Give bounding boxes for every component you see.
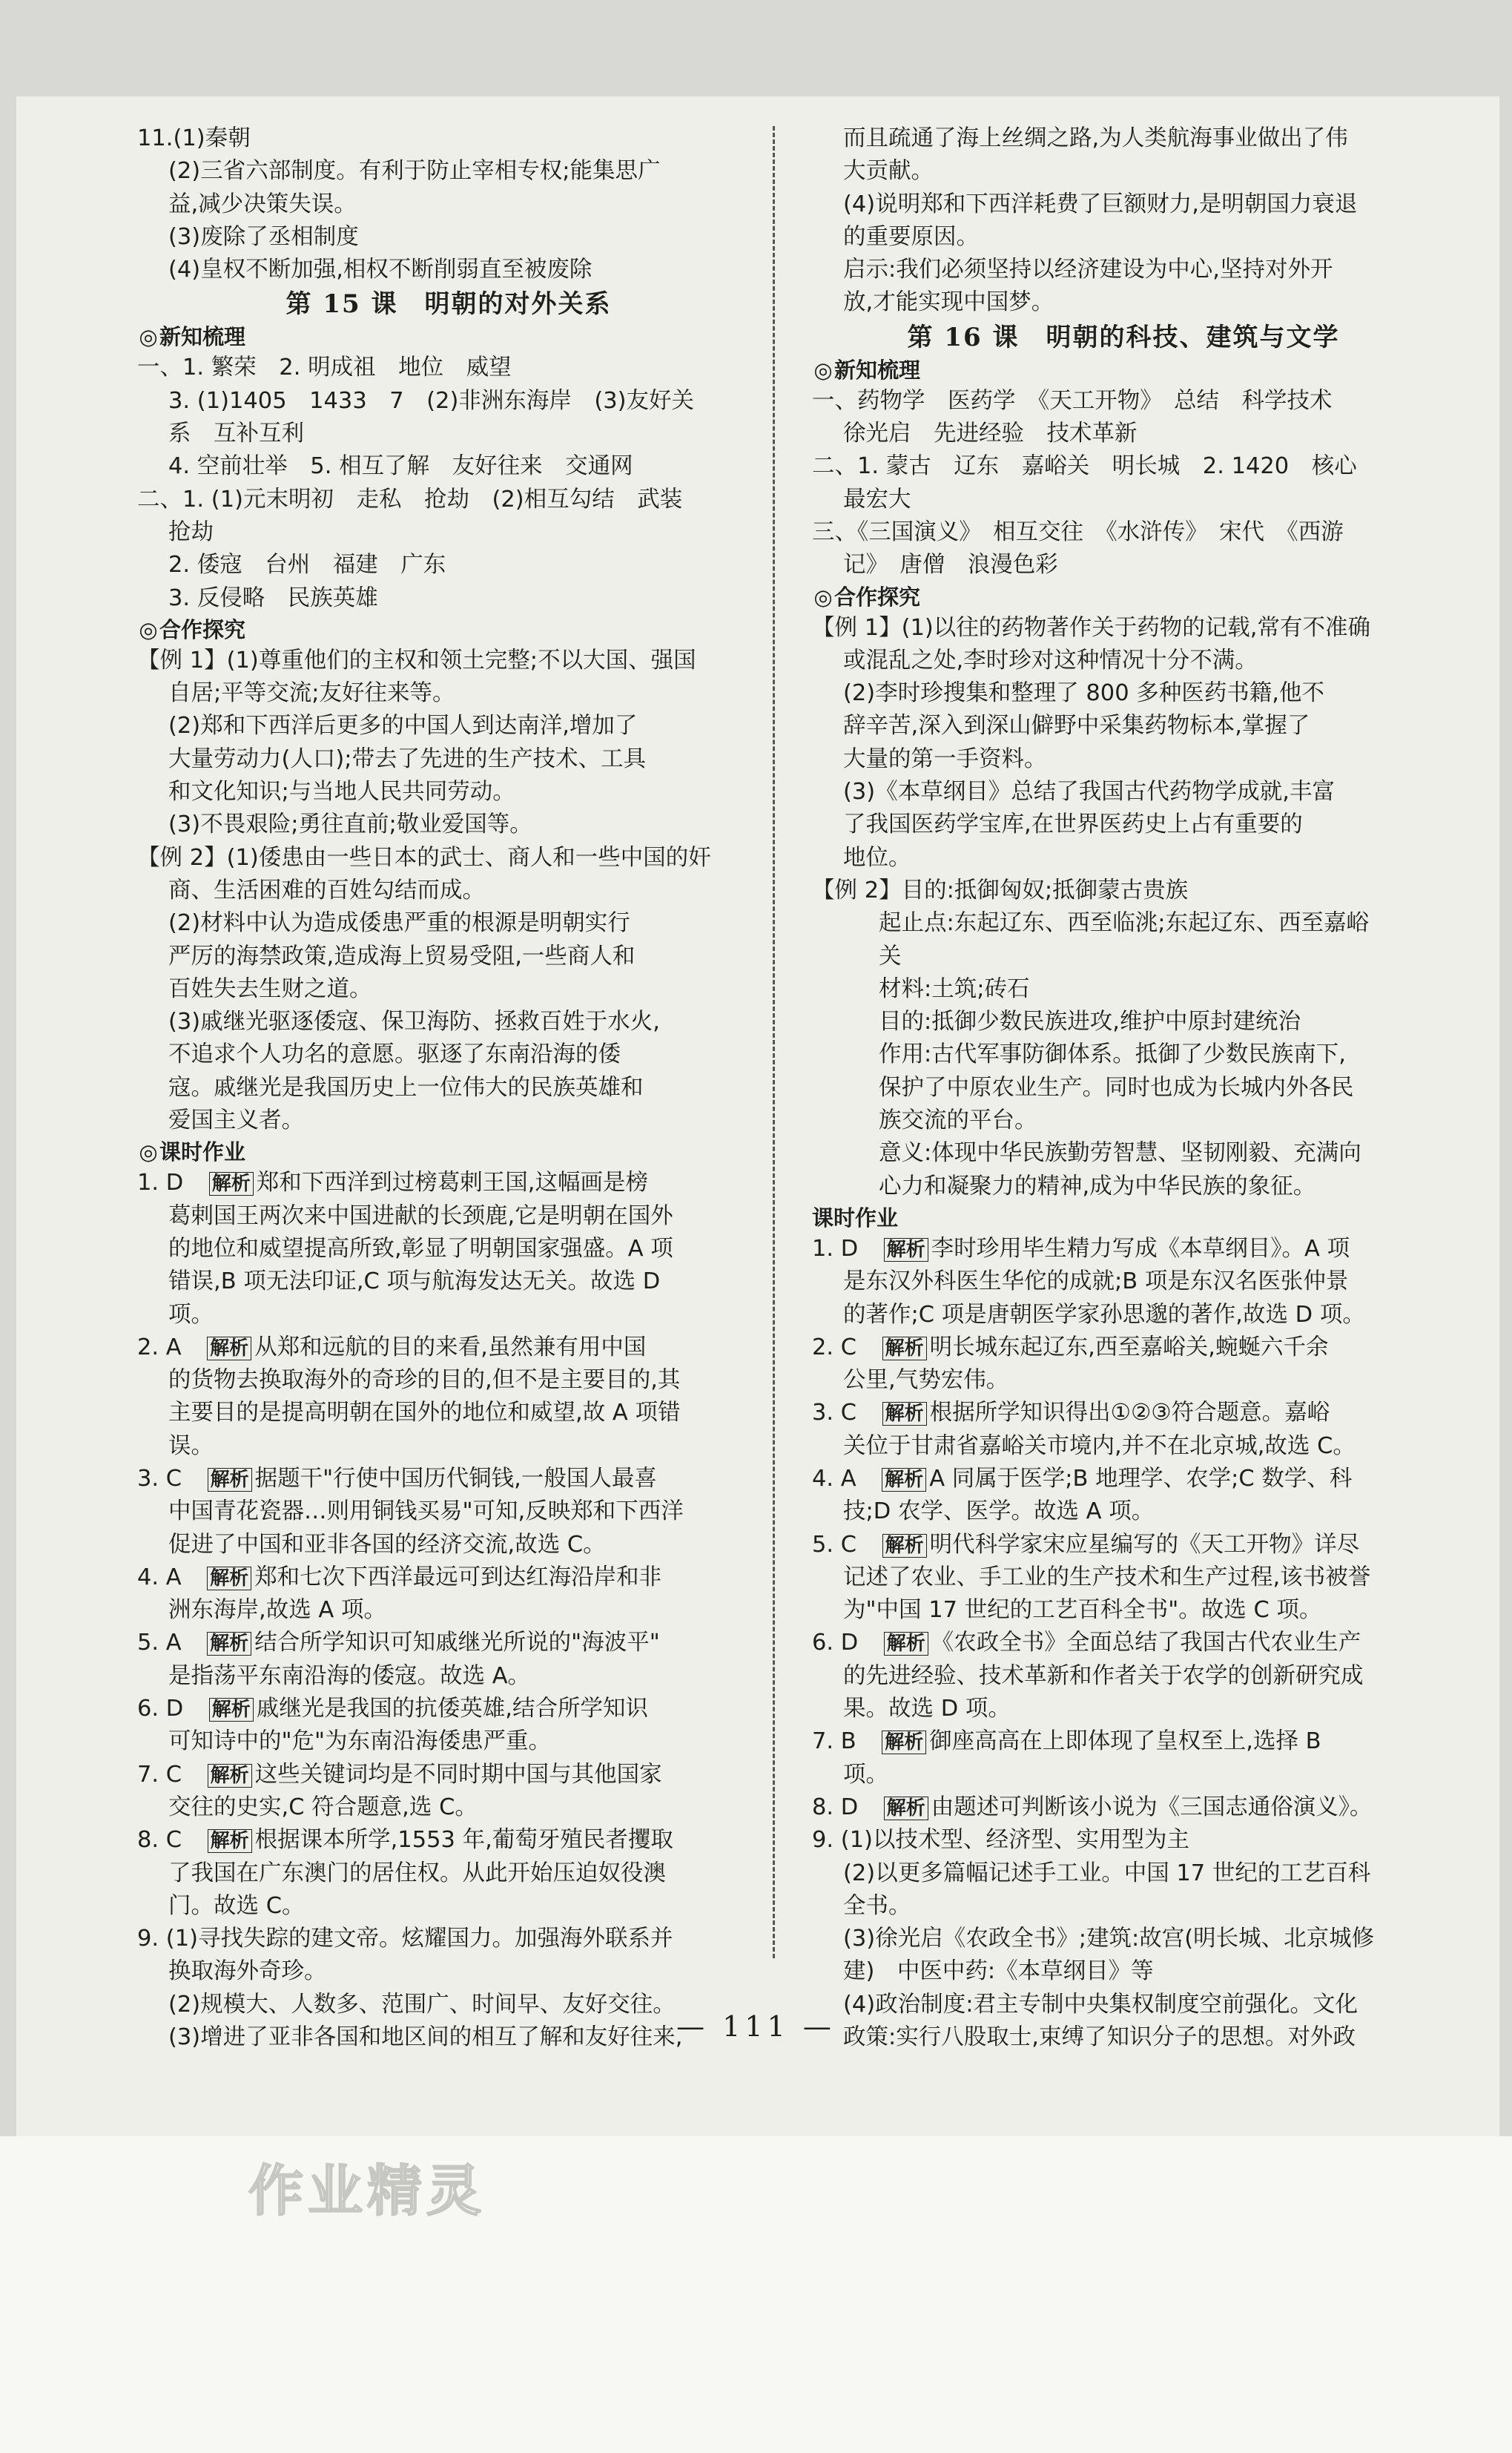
section-mark-icon: ◎ — [813, 357, 833, 383]
text-line: (3)《本草纲目》总结了我国古代药物学成就,丰富 — [843, 779, 1335, 806]
analysis-tag: 解析 — [882, 1402, 927, 1426]
text-line: 【例 2】目的:抵御匈奴;抵御蒙古贵族 — [812, 877, 1189, 903]
text-line: 而且疏通了海上丝绸之路,为人类航海事业做出了伟 — [843, 125, 1348, 151]
section-heading-label: 合作探究 — [834, 584, 921, 610]
text-line: 的著作;C 项是唐朝医学家孙思邈的著作,故选 D 项。 — [843, 1301, 1365, 1328]
analysis-tag: 解析 — [882, 1534, 927, 1558]
text-line: 大量的第一手资料。 — [843, 745, 1047, 772]
text-line: 不追求个人功名的意愿。驱逐了东南沿海的倭 — [168, 1041, 621, 1068]
text-line: 严厉的海禁政策,造成海上贸易受阻,一些商人和 — [168, 943, 635, 969]
text-line: (4)说明郑和下西洋耗费了巨额财力,是明朝国力衰退 — [843, 191, 1358, 217]
text-line: 门。故选 C。 — [168, 1892, 305, 1919]
text-line: (2)规模大、人数多、范围广、时间早、友好交往。 — [168, 1991, 676, 2018]
text-line: 徐光启 先进经验 技术革新 — [843, 421, 1138, 447]
text-line: 5. C 解析 明代科学家宋应星编写的《天工开物》详尽 — [812, 1531, 1360, 1558]
text-line: 自居;平等交流;友好往来等。 — [168, 680, 455, 707]
text-line: 起止点:东起辽东、西至临洮;东起辽东、西至嘉峪 — [879, 910, 1370, 937]
text-line: 辞辛苦,深入到深山僻野中采集药物标本,掌握了 — [843, 713, 1310, 740]
text-line: (2)以更多篇幅记述手工业。中国 17 世纪的工艺百科 — [843, 1860, 1371, 1886]
section-heading-label: 课时作业 — [812, 1205, 899, 1231]
analysis-tag: 解析 — [209, 1172, 254, 1196]
text-line: 9. (1)寻找失踪的建文帝。炫耀国力。加强海外联系并 — [137, 1926, 673, 1952]
text-line: 心力和凝聚力的精神,成为中华民族的象征。 — [879, 1173, 1316, 1199]
text-line: 7. B 解析 御座高高在上即体现了皇权至上,选择 B — [812, 1728, 1321, 1755]
section-heading-label: 新知梳理 — [834, 357, 921, 383]
analysis-tag: 解析 — [207, 1567, 251, 1590]
text-line: 一、药物学 医药学 《天工开物》 总结 科学技术 — [812, 387, 1333, 414]
lesson-heading: 第 16 课 明朝的科技、建筑与文学 — [907, 322, 1340, 352]
text-line: (3)徐光启《农政全书》;建筑:故宫(明长城、北京城修 — [843, 1926, 1375, 1952]
text-line: 6. D 解析 戚继光是我国的抗倭英雄,结合所学知识 — [137, 1696, 648, 1722]
analysis-tag: 解析 — [207, 1632, 251, 1656]
analysis-tag: 解析 — [208, 1468, 252, 1492]
watermark: 作业精灵 — [248, 2159, 486, 2223]
analysis-tag: 解析 — [882, 1468, 926, 1492]
text-line: 了我国医药学宝库,在世界医药史上占有重要的 — [843, 811, 1303, 838]
text-line: 葛剌国王两次来中国进献的长颈鹿,它是明朝在国外 — [168, 1202, 673, 1229]
section-mark-icon: ◎ — [139, 324, 158, 350]
text-line: 大贡献。 — [843, 158, 934, 185]
text-line: 可知诗中的"危"为东南沿海倭患严重。 — [168, 1728, 552, 1755]
text-line: 族交流的平台。 — [879, 1107, 1037, 1134]
text-line: 目的:抵御少数民族进攻,维护中原封建统治 — [879, 1009, 1301, 1035]
text-line: 二、1. (1)元末明初 走私 抢劫 (2)相互勾结 武装 — [137, 486, 683, 513]
text-line: 或混乱之处,李时珍对这种情况十分不满。 — [843, 647, 1258, 674]
text-line: 5. A 解析 结合所学知识可知戚继光所说的"海波平" — [137, 1630, 660, 1656]
text-line: (3)废除了丞相制度 — [168, 223, 359, 250]
left-column — [137, 122, 760, 2054]
text-line: 和文化知识;与当地人民共同劳动。 — [168, 779, 515, 806]
text-line: 启示:我们必须坚持以经济建设为中心,坚持对外开 — [843, 257, 1333, 283]
text-line: 4. A 解析 A 同属于医学;B 地理学、农学;C 数学、科 — [812, 1465, 1353, 1492]
text-line: (3)增进了亚非各国和地区间的相互了解和友好往来, — [168, 2024, 683, 2051]
text-line: 商、生活困难的百姓勾结而成。 — [168, 877, 485, 903]
analysis-tag: 解析 — [207, 1337, 251, 1360]
column-divider — [773, 126, 775, 1958]
text-line: 大量劳动力(人口);带去了先进的生产技术、工具 — [168, 745, 647, 772]
text-line: 作用:古代军事防御体系。抵御了少数民族南下, — [879, 1041, 1346, 1068]
text-line: 【例 1】(1)以往的药物著作关于药物的记载,常有不准确 — [812, 614, 1370, 641]
text-line: 百姓失去生财之道。 — [168, 975, 372, 1002]
section-mark-icon: ◎ — [139, 616, 158, 642]
text-line: 地位。 — [843, 844, 911, 871]
text-line: 6. D 解析 《农政全书》全面总结了我国古代农业生产 — [812, 1630, 1361, 1656]
text-line: 中国青花瓷器…则用铜钱买易"可知,反映郑和下西洋 — [168, 1498, 684, 1525]
text-line: 了我国在广东澳门的居住权。从此开始压迫奴役澳 — [168, 1860, 666, 1886]
text-line: 放,才能实现中国梦。 — [843, 289, 1054, 316]
text-line: 保护了中原农业生产。同时也成为长城内外各民 — [879, 1074, 1354, 1101]
text-line: 4. 空前壮举 5. 相互了解 友好往来 交通网 — [168, 453, 633, 480]
text-line: 项。 — [843, 1761, 888, 1788]
section-heading — [137, 615, 760, 645]
text-line: (3)不畏艰险;勇往直前;敬业爱国等。 — [168, 811, 532, 838]
text-line: (2)三省六部制度。有利于防止宰相专权;能集思广 — [168, 158, 661, 185]
text-line: 的先进经验、技术革新和作者关于农学的创新研究成 — [843, 1662, 1364, 1689]
text-line: 全书。 — [843, 1892, 911, 1919]
text-line: 技;D 农学、医学。故选 A 项。 — [843, 1498, 1155, 1525]
text-line: 政策:实行八股取士,束缚了知识分子的思想。对外政 — [843, 2024, 1356, 2051]
text-line: 抢劫 — [168, 518, 214, 545]
text-line: 3. C 解析 根据所学知识得出①②③符合题意。嘉峪 — [812, 1400, 1330, 1426]
text-line: (3)戚继光驱逐倭寇、保卫海防、拯救百姓于水火, — [168, 1009, 660, 1035]
text-line: 4. A 解析 郑和七次下西洋最远可到达红海沿岸和非 — [137, 1564, 662, 1590]
text-line: (4)政治制度:君主专制中央集权制度空前强化。文化 — [843, 1991, 1358, 2018]
text-line: 2. A 解析 从郑和远航的目的来看,虽然兼有用中国 — [137, 1334, 647, 1360]
section-heading — [137, 322, 760, 352]
analysis-tag: 解析 — [882, 1731, 926, 1754]
text-line: 的货物去换取海外的奇珍的目的,但不是主要目的,其 — [168, 1367, 681, 1394]
text-line: 误。 — [168, 1432, 214, 1459]
page-number: — 111 — — [676, 2010, 836, 2043]
text-line: 8. D 解析 由题述可判断该小说为《三国志通俗演义》。 — [812, 1794, 1373, 1820]
text-line: 最宏大 — [843, 486, 911, 513]
section-heading — [137, 1137, 760, 1167]
section-heading — [812, 355, 1435, 385]
text-line: 果。故选 D 项。 — [843, 1696, 1011, 1722]
text-line: 的重要原因。 — [843, 223, 979, 250]
text-line: 记述了农业、手工业的生产技术和生产过程,该书被誉 — [843, 1564, 1371, 1590]
text-line: 7. C 解析 这些关键词均是不同时期中国与其他国家 — [137, 1761, 662, 1788]
section-heading-label: 新知梳理 — [159, 324, 246, 350]
text-line: 是东汉外科医生华佗的成就;B 项是东汉名医张仲景 — [843, 1268, 1349, 1295]
text-line: (2)郑和下西洋后更多的中国人到达南洋,增加了 — [168, 713, 638, 740]
text-line: 错误,B 项无法印证,C 项与航海发达无关。故选 D — [168, 1268, 661, 1295]
analysis-tag: 解析 — [884, 1238, 928, 1262]
text-line: 8. C 解析 根据课本所学,1553 年,葡萄牙殖民者攫取 — [137, 1827, 673, 1854]
text-line: 二、1. 蒙古 辽东 嘉峪关 明长城 2. 1420 核心 — [812, 453, 1357, 480]
section-heading — [812, 1203, 1435, 1233]
analysis-tag: 解析 — [884, 1797, 928, 1820]
lesson-heading: 第 15 课 明朝的对外关系 — [285, 289, 612, 320]
text-line: 三、《三国演义》 相互交往 《水浒传》 宋代 《西游 — [812, 518, 1344, 545]
text-line: 建) 中医中药:《本草纲目》等 — [843, 1958, 1154, 1985]
text-line: 关位于甘肃省嘉峪关市境内,并不在北京城,故选 C。 — [843, 1432, 1356, 1459]
text-line: 是指荡平东南沿海的倭寇。故选 A。 — [168, 1662, 531, 1689]
text-line: (2)李时珍搜集和整理了 800 多种医药书籍,他不 — [843, 680, 1325, 707]
section-mark-icon: ◎ — [139, 1139, 158, 1165]
text-line: 寇。戚继光是我国历史上一位伟大的民族英雄和 — [168, 1074, 644, 1101]
analysis-tag: 解析 — [882, 1337, 927, 1360]
section-mark-icon: ◎ — [813, 584, 833, 610]
text-line: 1. D 解析 郑和下西洋到过榜葛剌王国,这幅画是榜 — [137, 1170, 648, 1196]
text-line: 3. 反侵略 民族英雄 — [168, 585, 378, 611]
text-line: 9. (1)以技术型、经济型、实用型为主 — [812, 1827, 1189, 1854]
text-line: 系 互补互利 — [168, 421, 304, 447]
analysis-tag: 解析 — [884, 1632, 928, 1656]
text-line: 2. C 解析 明长城东起辽东,西至嘉峪关,蜿蜒六千余 — [812, 1334, 1329, 1360]
text-line: 交往的史实,C 符合题意,选 C。 — [168, 1794, 478, 1820]
text-line: 为"中国 17 世纪的工艺百科全书"。故选 C 项。 — [843, 1597, 1322, 1624]
text-line: 洲东海岸,故选 A 项。 — [168, 1597, 386, 1624]
text-line: 【例 2】(1)倭患由一些日本的武士、商人和一些中国的奸 — [137, 844, 711, 871]
section-heading-label: 课时作业 — [159, 1139, 246, 1165]
text-line: 项。 — [168, 1301, 214, 1328]
analysis-tag: 解析 — [208, 1764, 252, 1788]
blank-margin — [0, 2136, 1512, 2453]
text-line: 记》 唐僧 浪漫色彩 — [843, 552, 1058, 579]
section-heading — [812, 582, 1435, 612]
right-column — [812, 122, 1435, 2054]
text-line: 公里,气势宏伟。 — [843, 1367, 1009, 1394]
analysis-tag: 解析 — [208, 1829, 252, 1853]
text-line: 一、1. 繁荣 2. 明成祖 地位 威望 — [137, 355, 512, 381]
text-line: (2)材料中认为造成倭患严重的根源是明朝实行 — [168, 910, 630, 937]
text-line: 的地位和威望提高所致,彰显了明朝国家强盛。A 项 — [168, 1235, 673, 1262]
text-line: 意义:体现中华民族勤劳智慧、坚韧刚毅、充满向 — [879, 1140, 1361, 1167]
text-line: 11.(1)秦朝 — [137, 125, 251, 151]
text-line: (4)皇权不断加强,相权不断削弱直至被废除 — [168, 257, 592, 283]
text-line: 爱国主义者。 — [168, 1107, 304, 1134]
text-line: 【例 1】(1)尊重他们的主权和领土完整;不以大国、强国 — [137, 647, 696, 674]
text-line: 促进了中国和亚非各国的经济交流,故选 C。 — [168, 1531, 606, 1558]
text-line: 2. 倭寇 台州 福建 广东 — [168, 552, 446, 579]
text-line: 主要目的是提高明朝在国外的地位和威望,故 A 项错 — [168, 1400, 681, 1426]
text-line: 益,减少决策失误。 — [168, 191, 357, 217]
text-line: 关 — [879, 943, 902, 969]
text-line: 换取海外奇珍。 — [168, 1958, 327, 1985]
text-line: 3. C 解析 据题干"行使中国历代铜钱,一般国人最喜 — [137, 1465, 657, 1492]
text-line: 材料:土筑;砖石 — [879, 975, 1030, 1002]
text-line: 1. D 解析 李时珍用毕生精力写成《本草纲目》。A 项 — [812, 1235, 1350, 1262]
section-heading-label: 合作探究 — [159, 616, 246, 642]
analysis-tag: 解析 — [209, 1698, 254, 1722]
text-line: 3. (1)1405 1433 7 (2)非洲东海岸 (3)友好关 — [168, 387, 695, 414]
